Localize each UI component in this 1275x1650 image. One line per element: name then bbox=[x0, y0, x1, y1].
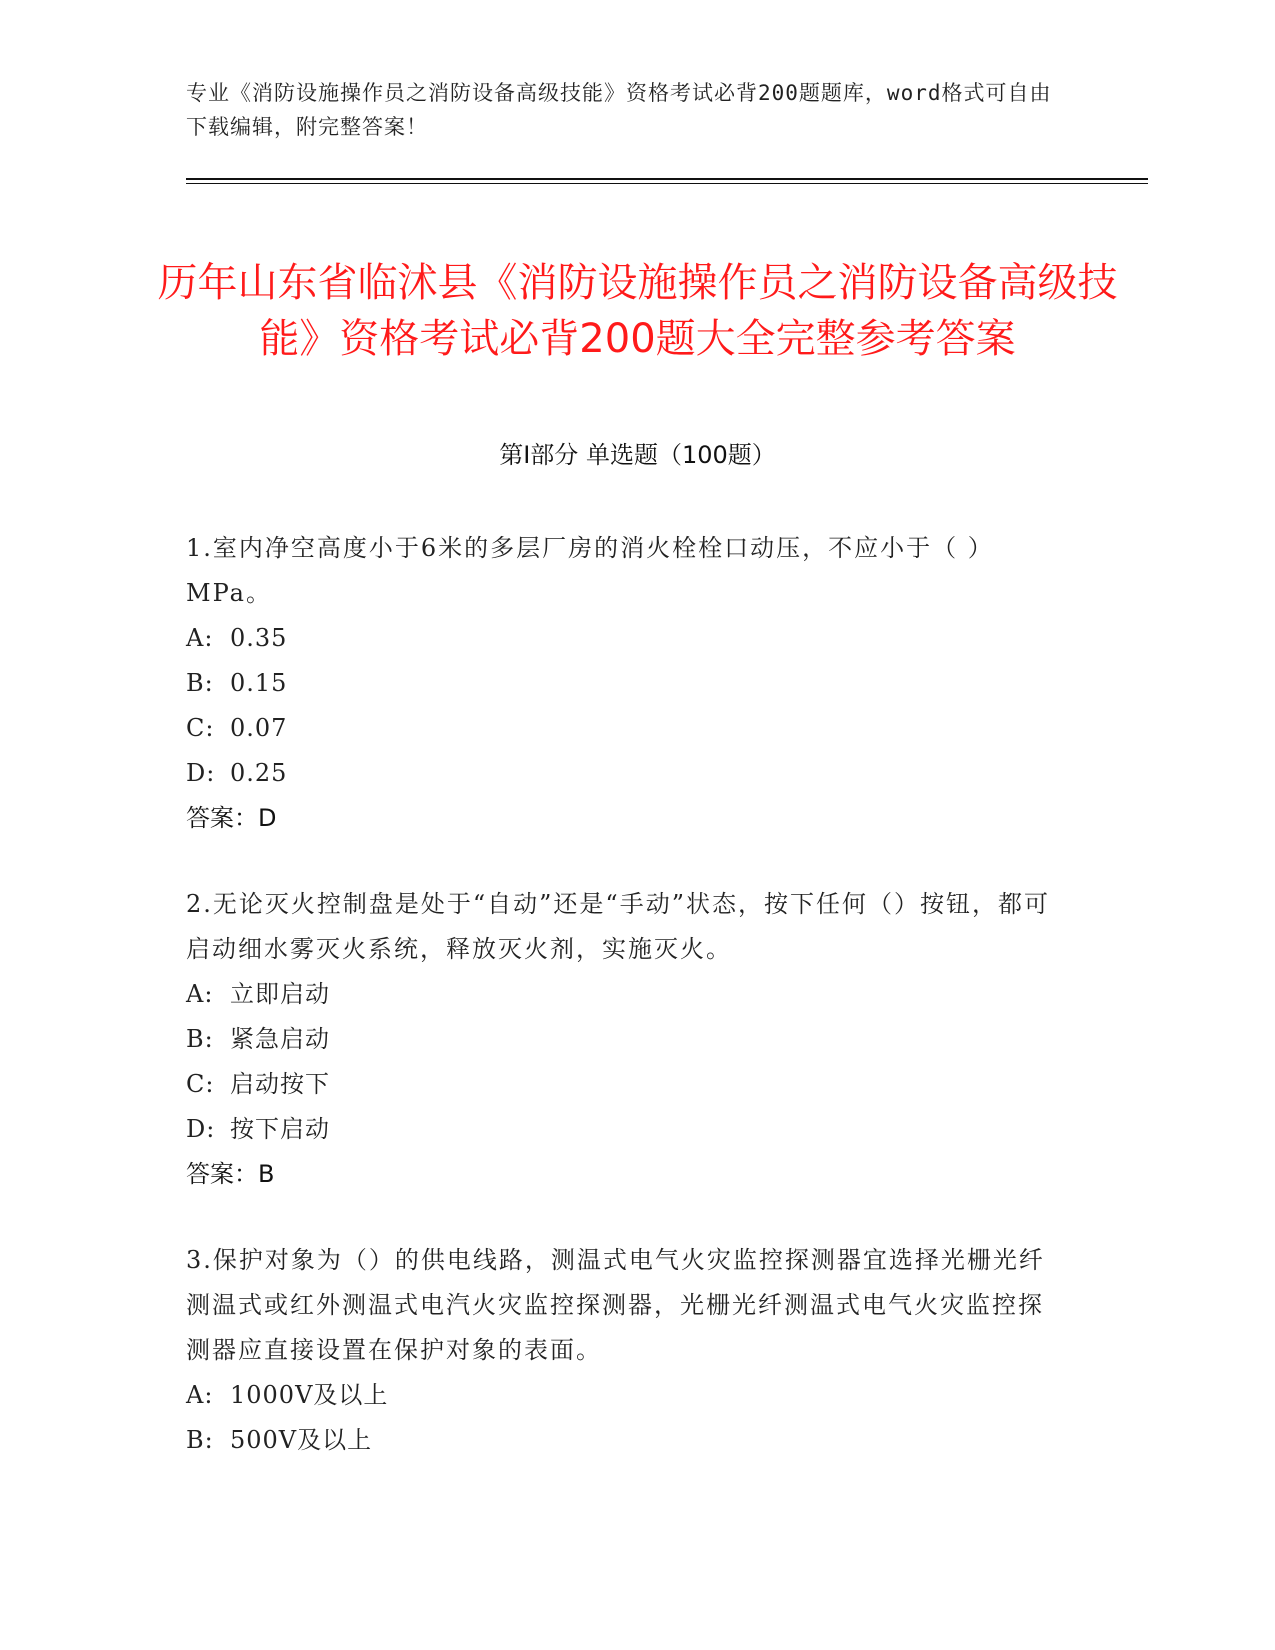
option-c bbox=[186, 1062, 1066, 1107]
question-stem: 2.无论灭火控制盘是处于“自动”还是“手动”状态，按下任何（）按钮，都可启动细水雾灭火系统，释放灭火剂，实施灭火。 bbox=[186, 890, 1050, 963]
option-text: 按下启动 bbox=[230, 1115, 330, 1143]
header-divider-thick bbox=[186, 178, 1148, 180]
option-text: 1000V及以上 bbox=[230, 1381, 389, 1409]
section-title: 第Ⅰ部分 单选题（100题） bbox=[499, 441, 776, 469]
document-title: 历年山东省临沭县《消防设施操作员之消防设备高级技能》资格考试必背200题大全完整参考答案 bbox=[157, 259, 1118, 362]
option-b bbox=[186, 1418, 1066, 1463]
question-3 bbox=[186, 1238, 1066, 1463]
question-answer: 答案：B bbox=[186, 1160, 275, 1188]
option-d bbox=[186, 751, 1066, 796]
header-note: 专业《消防设施操作员之消防设备高级技能》资格考试必背200题题库，word格式可自由下载编辑，附完整答案！ bbox=[186, 81, 1052, 139]
option-key: A: bbox=[186, 624, 214, 652]
option-text: 启动按下 bbox=[230, 1070, 330, 1098]
question-stem: 3.保护对象为（）的供电线路，测温式电气火灾监控探测器宜选择光栅光纤测温式或红外测温式电汽火灾监控探测器，光栅光纤测温式电气火灾监控探测器应直接设置在保护对象的表面。 bbox=[186, 1246, 1045, 1364]
option-c bbox=[186, 706, 1066, 751]
question-answer: 答案：D bbox=[186, 804, 277, 832]
header-divider-thin bbox=[186, 183, 1148, 184]
option-key: D: bbox=[186, 1115, 216, 1143]
option-d bbox=[186, 1107, 1066, 1152]
option-key: A: bbox=[186, 980, 214, 1008]
option-key: B: bbox=[186, 1025, 214, 1053]
option-key: B: bbox=[186, 1426, 214, 1454]
option-key: C: bbox=[186, 714, 215, 742]
question-1 bbox=[186, 526, 1066, 841]
option-key: B: bbox=[186, 669, 214, 697]
question-2 bbox=[186, 882, 1066, 1197]
option-key: A: bbox=[186, 1381, 214, 1409]
question-stem: 1.室内净空高度小于6米的多层厂房的消火栓栓口动压，不应小于（ ）MPa。 bbox=[186, 534, 994, 607]
option-b bbox=[186, 661, 1066, 706]
option-a bbox=[186, 616, 1066, 661]
option-b bbox=[186, 1017, 1066, 1062]
option-a bbox=[186, 972, 1066, 1017]
option-a bbox=[186, 1373, 1066, 1418]
option-text: 0.25 bbox=[230, 759, 288, 787]
option-text: 0.35 bbox=[230, 624, 288, 652]
option-text: 立即启动 bbox=[230, 980, 330, 1008]
option-text: 0.07 bbox=[230, 714, 288, 742]
option-text: 紧急启动 bbox=[230, 1025, 330, 1053]
option-text: 500V及以上 bbox=[230, 1426, 373, 1454]
option-key: D: bbox=[186, 759, 216, 787]
option-text: 0.15 bbox=[230, 669, 288, 697]
question-list bbox=[186, 526, 1066, 1504]
option-key: C: bbox=[186, 1070, 215, 1098]
